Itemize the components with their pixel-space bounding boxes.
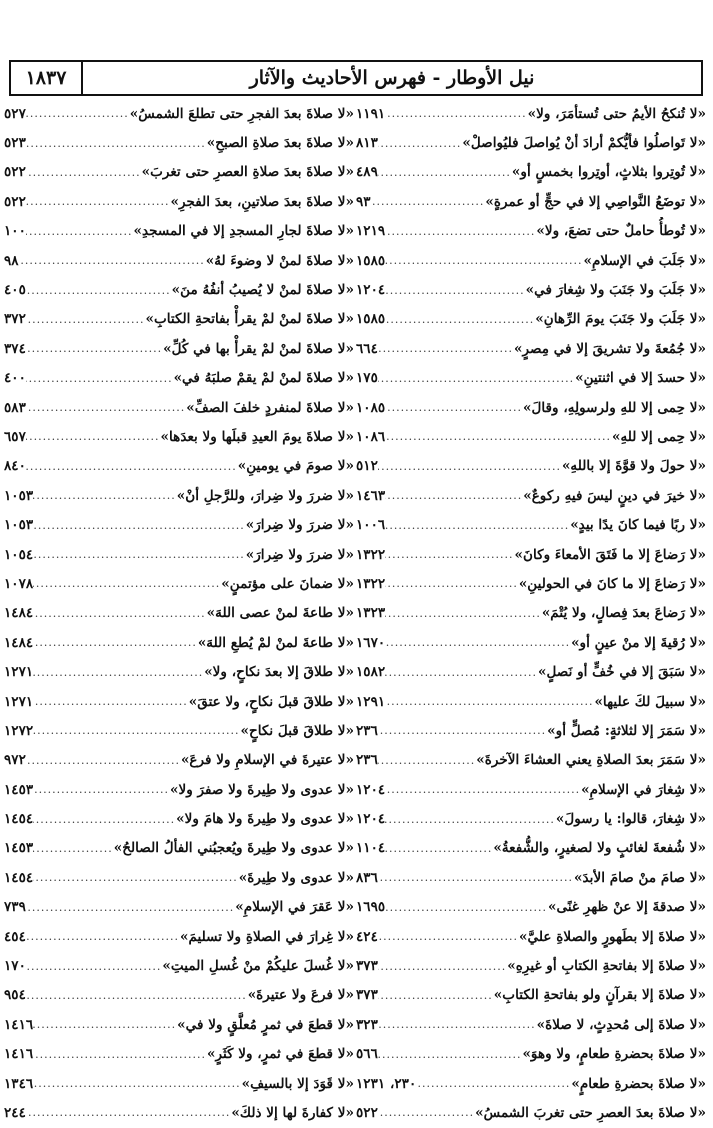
page-reference: ٥٢٢ bbox=[356, 1104, 378, 1121]
hadith-text: «لا ربًا فيما كانَ يدًا بيدٍ» bbox=[570, 517, 706, 534]
hadith-text: «لا صامَ منْ صامَ الأبدَ» bbox=[574, 869, 706, 886]
hadith-text: «لا شُفعةَ لغائبٍ ولا لصغيرٍ، والشُّفعةُ» bbox=[493, 840, 706, 857]
leader-dots bbox=[385, 666, 538, 679]
page-reference: ٤٠٠ bbox=[4, 370, 26, 387]
page-reference: ١٣٢٢ bbox=[356, 546, 386, 563]
leader-dots bbox=[385, 607, 542, 620]
leader-dots bbox=[378, 930, 519, 943]
leader-dots bbox=[33, 489, 177, 502]
hadith-text: «لا صلاةَ إلا بفاتحةِ الكتابِ أو غيرِهِ» bbox=[507, 958, 706, 975]
leader-dots bbox=[416, 1077, 571, 1090]
page-reference: ١٢٧١ bbox=[4, 664, 34, 681]
index-entry bbox=[356, 217, 706, 246]
page-reference: ٦٦٤ bbox=[356, 340, 378, 357]
hadith-text: «لا صلاةَ بعدَ صلاةِ الصبحِ» bbox=[206, 135, 354, 152]
leader-dots bbox=[385, 783, 581, 796]
leader-dots bbox=[26, 460, 238, 473]
hadith-text: «لا رَضاعَ إلا ما كانَ في الحولينِ» bbox=[518, 575, 706, 592]
index-entry bbox=[4, 628, 354, 657]
page-reference: ٥٢٢ bbox=[4, 164, 26, 181]
page-reference: ٤٢٤ bbox=[356, 928, 378, 945]
hadith-text: «لا ضررَ ولا ضِرارَ» bbox=[245, 517, 354, 534]
index-entry bbox=[4, 834, 354, 863]
index-column-right bbox=[356, 99, 706, 1128]
index-entry bbox=[356, 422, 706, 451]
hadith-text: «لا صلاةَ لمنْ لمْ يقرأْ بفاتحةِ الكتابِ» bbox=[145, 311, 354, 328]
page-reference: ١٠٥٣ bbox=[4, 517, 34, 534]
index-entry bbox=[4, 863, 354, 892]
index-entry bbox=[4, 158, 354, 187]
index-entry bbox=[356, 1098, 706, 1127]
index-entry bbox=[4, 981, 354, 1010]
index-entry bbox=[356, 863, 706, 892]
index-entry bbox=[4, 217, 354, 246]
index-entry bbox=[4, 305, 354, 334]
leader-dots bbox=[33, 519, 246, 532]
page-reference: ١٢٩١ bbox=[356, 693, 386, 710]
index-entry bbox=[356, 628, 706, 657]
hadith-text: «لا تُوطأُ حاملٌ حتى تضعَ، ولا» bbox=[536, 223, 706, 240]
leader-dots bbox=[33, 842, 114, 855]
index-entry bbox=[356, 246, 706, 275]
leader-dots bbox=[33, 783, 170, 796]
index-entry bbox=[356, 893, 706, 922]
page-reference: ١٠٨٦ bbox=[356, 428, 386, 445]
index-entry bbox=[356, 187, 706, 216]
index-entry bbox=[4, 128, 354, 157]
leader-dots bbox=[33, 607, 206, 620]
page-reference: ١٠٧٨ bbox=[4, 575, 34, 592]
index-entry bbox=[4, 716, 354, 745]
leader-dots bbox=[378, 960, 507, 973]
index-entry bbox=[4, 364, 354, 393]
index-entry bbox=[4, 599, 354, 628]
leader-dots bbox=[33, 1018, 177, 1031]
index-entry bbox=[4, 1069, 354, 1098]
leader-dots bbox=[385, 430, 612, 443]
leader-dots bbox=[26, 754, 181, 767]
hadith-text: «لا عدوى ولا طِيرةَ ويُعجبُني الفألُ الصالحُ» bbox=[113, 840, 354, 857]
page-reference: ١٧٥ bbox=[356, 370, 378, 387]
page-reference: ١٧٠ bbox=[4, 958, 26, 975]
leader-dots bbox=[26, 166, 142, 179]
hadith-text: «لا حولَ ولا قوَّةَ إلا باللهِ» bbox=[561, 458, 706, 475]
index-entry bbox=[356, 510, 706, 539]
leader-dots bbox=[26, 284, 172, 297]
page-reference: ٢٣٦ bbox=[356, 722, 378, 739]
page-reference: ١٤٨٤ bbox=[4, 634, 34, 651]
hadith-text: «لا صومَ في يومينِ» bbox=[237, 458, 354, 475]
page-reference: ١٠٠ bbox=[4, 223, 26, 240]
page-reference: ١٤٦٣ bbox=[356, 487, 386, 504]
hadith-text: «لا شِغارَ في الإسلامِ» bbox=[581, 781, 706, 798]
leader-dots bbox=[26, 225, 134, 238]
leader-dots bbox=[33, 1077, 241, 1090]
index-entry bbox=[4, 510, 354, 539]
leader-dots bbox=[26, 989, 248, 1002]
index-entry bbox=[356, 687, 706, 716]
leader-dots bbox=[33, 695, 189, 708]
hadith-text: «لا شِغارَ، قالوا: يا رسولَ» bbox=[555, 811, 706, 828]
index-entry bbox=[356, 99, 706, 128]
page-reference: ١٠٠٦ bbox=[356, 517, 386, 534]
page-number: ١٨٣٧ bbox=[11, 62, 83, 94]
page-reference: ١٥٨٥ bbox=[356, 252, 386, 269]
leader-dots bbox=[385, 284, 525, 297]
index-column-left bbox=[4, 99, 354, 1128]
leader-dots bbox=[26, 901, 235, 914]
leader-dots bbox=[385, 695, 594, 708]
page-reference: ٥١٢ bbox=[356, 458, 378, 475]
index-entry bbox=[4, 246, 354, 275]
index-entry bbox=[356, 657, 706, 686]
page-reference: ١٢٠٤ bbox=[356, 781, 386, 798]
page-reference: ٩٨ bbox=[4, 252, 19, 269]
hadith-text: «لا طلاقَ إلا بعدَ نكاحٍ، ولا» bbox=[204, 664, 354, 681]
page-reference: ٦٥٧ bbox=[4, 428, 26, 445]
hadith-text: «لا جَلَبَ ولا جَنَبَ ولا شِغارَ في» bbox=[525, 282, 706, 299]
page-reference: ٢٣٠، ١٢٣١ bbox=[356, 1075, 417, 1092]
page-reference: ١٤٥٣ bbox=[4, 781, 34, 798]
page-reference: ٨٤٠ bbox=[4, 458, 26, 475]
leader-dots bbox=[385, 577, 519, 590]
hadith-text: «لا قطعَ في ثمرٍ مُعلَّقٍ ولا في» bbox=[177, 1016, 354, 1033]
index-entry bbox=[356, 951, 706, 980]
page-reference: ١٤٥٣ bbox=[4, 840, 34, 857]
index-entry bbox=[356, 393, 706, 422]
page-reference: ١٤٥٤ bbox=[4, 869, 34, 886]
page-reference: ٩٧٢ bbox=[4, 752, 26, 769]
page-reference: ١٠٥٣ bbox=[4, 487, 34, 504]
page-reference: ٩٥٤ bbox=[4, 987, 26, 1004]
page-reference: ٩٣ bbox=[356, 193, 371, 210]
page-reference: ١٠٨٥ bbox=[356, 399, 386, 416]
leader-dots bbox=[26, 430, 161, 443]
hadith-text: «لا غِرارَ في الصلاةِ ولا تسليمَ» bbox=[179, 928, 354, 945]
hadith-text: «لا رَضاعَ إلا ما فَتَقَ الأمعاءَ وكانَ» bbox=[514, 546, 706, 563]
leader-dots bbox=[385, 901, 548, 914]
hadith-text: «لا صلاةَ لمنفردٍ خلفَ الصفِّ» bbox=[186, 399, 354, 416]
page-reference: ١٤٥٤ bbox=[4, 811, 34, 828]
index-entry bbox=[356, 481, 706, 510]
leader-dots bbox=[26, 195, 171, 208]
leader-dots bbox=[26, 1106, 232, 1119]
page-reference: ٤٨٩ bbox=[356, 164, 378, 181]
index-entry bbox=[356, 128, 706, 157]
index-entry bbox=[4, 569, 354, 598]
index-entry bbox=[4, 452, 354, 481]
hadith-text: «لا عَقرَ في الإسلامِ» bbox=[235, 899, 354, 916]
index-entry bbox=[356, 158, 706, 187]
leader-dots bbox=[385, 636, 571, 649]
hadith-text: «لا طاعةَ لمنْ لمْ يُطعِ اللهَ» bbox=[197, 634, 354, 651]
hadith-text: «لا رُقيةَ إلا منْ عينٍ أو» bbox=[571, 634, 706, 651]
hadith-text: «لا عدوى ولا طِيرةَ ولا صفرَ ولا» bbox=[169, 781, 354, 798]
page-reference: ٣٧٤ bbox=[4, 340, 26, 357]
leader-dots bbox=[378, 137, 462, 150]
hadith-text: «لا فرعَ ولا عتيرةَ» bbox=[247, 987, 354, 1004]
page-reference: ١٣٢٣ bbox=[356, 605, 386, 622]
page-reference: ١٣٤٦ bbox=[4, 1075, 34, 1092]
leader-dots bbox=[378, 989, 494, 1002]
index-entry bbox=[356, 746, 706, 775]
hadith-text: «لا عدوى ولا طِيرةَ ولا هامَ ولا» bbox=[176, 811, 354, 828]
index-entry bbox=[356, 1069, 706, 1098]
page-reference: ٢٤٤ bbox=[4, 1104, 26, 1121]
leader-dots bbox=[385, 401, 523, 414]
index-entry bbox=[4, 275, 354, 304]
hadith-text: «لا خيرَ في دينٍ ليسَ فيهِ ركوعٌ» bbox=[523, 487, 706, 504]
page-reference: ١٤١٦ bbox=[4, 1016, 34, 1033]
leader-dots bbox=[378, 1106, 475, 1119]
leader-dots bbox=[378, 754, 476, 767]
index-entry bbox=[4, 99, 354, 128]
hadith-text: «لا عدوى ولا طِيرةَ» bbox=[238, 869, 354, 886]
page-reference: ٧٣٩ bbox=[4, 899, 26, 916]
leader-dots bbox=[26, 930, 180, 943]
leader-dots bbox=[378, 460, 562, 473]
hadith-text: «لا حسدَ إلا في اثنتينِ» bbox=[575, 370, 706, 387]
hadith-text: «لا طاعةَ لمنْ عصى اللهَ» bbox=[206, 605, 354, 622]
leader-dots bbox=[33, 636, 198, 649]
page-reference: ١٠٥٤ bbox=[4, 546, 34, 563]
leader-dots bbox=[26, 372, 174, 385]
page-reference: ٣٧٣ bbox=[356, 958, 378, 975]
index-entry bbox=[4, 775, 354, 804]
page-reference: ٣٢٣ bbox=[356, 1016, 378, 1033]
leader-dots bbox=[378, 372, 575, 385]
hadith-text: «لا قطعَ في ثمرٍ، ولا كَثَرٍ» bbox=[206, 1046, 354, 1063]
page-reference: ١٦٧٠ bbox=[356, 634, 386, 651]
hadith-text: «لا طلاقَ قبلَ نكاحٍ» bbox=[240, 722, 354, 739]
hadith-text: «لا كفارةَ لها إلا ذلكَ» bbox=[231, 1104, 354, 1121]
leader-dots bbox=[385, 107, 527, 120]
page-reference: ١٥٨٥ bbox=[356, 311, 386, 328]
index-entry bbox=[4, 687, 354, 716]
index-entry bbox=[4, 422, 354, 451]
hadith-text: «لا صلاةَ بعدَ صلاةِ العصرِ حتى تغربَ» bbox=[141, 164, 354, 181]
hadith-text: «لا صلاةَ لمنْ لمْ يقرأْ بها في كُلِّ» bbox=[163, 340, 354, 357]
index-entry bbox=[356, 775, 706, 804]
leader-dots bbox=[378, 871, 574, 884]
leader-dots bbox=[385, 313, 535, 326]
index-entry bbox=[4, 1040, 354, 1069]
index-entry bbox=[356, 540, 706, 569]
hadith-text: «لا قَوَدَ إلا بالسيفِ» bbox=[241, 1075, 354, 1092]
index-entry bbox=[4, 334, 354, 363]
page-reference: ٥٦٦ bbox=[356, 1046, 378, 1063]
leader-dots bbox=[378, 166, 512, 179]
leader-dots bbox=[33, 548, 246, 561]
hadith-text: «لا توضَعُ النَّواصِي إلا في حجٍّ أو عمرةٍ» bbox=[485, 193, 706, 210]
page-reference: ٤٠٥ bbox=[4, 282, 26, 299]
leader-dots bbox=[385, 548, 514, 561]
hadith-text: «لا جُمُعةَ ولا تشريقَ إلا في مِصرٍ» bbox=[513, 340, 706, 357]
page-reference: ٥٢٧ bbox=[4, 105, 26, 122]
leader-dots bbox=[26, 313, 146, 326]
leader-dots bbox=[26, 107, 130, 120]
leader-dots bbox=[26, 137, 207, 150]
index-entry bbox=[4, 393, 354, 422]
leader-dots bbox=[378, 1048, 523, 1061]
index-entry bbox=[4, 187, 354, 216]
page-reference: ٣٧٢ bbox=[4, 311, 26, 328]
index-entry bbox=[356, 275, 706, 304]
index-entry bbox=[4, 951, 354, 980]
page-reference: ٨٣٦ bbox=[356, 869, 378, 886]
index-entry bbox=[356, 452, 706, 481]
hadith-text: «لا سبيلَ لكَ عليها» bbox=[594, 693, 706, 710]
hadith-text: «لا صلاةَ إلى مُحدِثٍ، لا صلاةَ» bbox=[536, 1016, 706, 1033]
page-reference: ١٥٨٢ bbox=[356, 664, 386, 681]
leader-dots bbox=[385, 225, 536, 238]
index-entry bbox=[4, 746, 354, 775]
leader-dots bbox=[33, 871, 239, 884]
leader-dots bbox=[19, 254, 206, 267]
index-entry bbox=[4, 540, 354, 569]
hadith-text: «لا حِمى إلا للهِ» bbox=[612, 428, 706, 445]
hadith-text: «لا صلاةَ لمنْ لمْ يقمْ صلبَهُ في» bbox=[173, 370, 354, 387]
index-entry bbox=[4, 893, 354, 922]
leader-dots bbox=[33, 577, 221, 590]
leader-dots bbox=[385, 842, 493, 855]
leader-dots bbox=[26, 960, 163, 973]
hadith-text: «لا طلاقَ قبلَ نكاحٍ، ولا عتقَ» bbox=[188, 693, 354, 710]
page-reference: ١٤١٦ bbox=[4, 1046, 34, 1063]
page-reference: ٣٧٣ bbox=[356, 987, 378, 1004]
page-reference: ١٣٢٢ bbox=[356, 575, 386, 592]
hadith-text: «لا صلاةَ لجارِ المسجدِ إلا في المسجدِ» bbox=[133, 223, 354, 240]
index-entry bbox=[4, 481, 354, 510]
index-entry bbox=[356, 305, 706, 334]
page-reference: ١٢٧٢ bbox=[4, 722, 34, 739]
hadith-text: «لا صلاةَ بعدَ الفجرِ حتى تطلعَ الشمسُ» bbox=[129, 105, 354, 122]
hadith-text: «لا تَواصلُوا فأيُّكمْ أرادَ أنْ يُواصلَ فليُواصلْ» bbox=[462, 135, 706, 152]
leader-dots bbox=[33, 813, 176, 826]
page-reference: ٥٢٢ bbox=[4, 193, 26, 210]
hadith-text: «لا صلاةَ إلا بطَهورٍ والصلاةِ عليَّ» bbox=[519, 928, 706, 945]
hadith-text: «لا سَمَرَ بعدَ الصلاةِ يعني العشاءَ الآخرةَ» bbox=[476, 752, 706, 769]
hadith-text: «لا رَضاعَ بعدَ فِصالٍ، ولا يُتْمَ» bbox=[541, 605, 706, 622]
hadith-text: «لا جَلَبَ في الإسلامِ» bbox=[583, 252, 706, 269]
page-reference: ٨١٣ bbox=[356, 135, 378, 152]
leader-dots bbox=[33, 1048, 207, 1061]
hadith-text: «لا صلاةَ بحضرةِ طعامٍ، ولا وهوَ» bbox=[522, 1046, 706, 1063]
hadith-text: «لا ضررَ ولا ضِرارَ» bbox=[245, 546, 354, 563]
index-entry bbox=[356, 1010, 706, 1039]
index-entry bbox=[4, 1098, 354, 1127]
hadith-text: «لا صلاةَ لمنْ لا وضوءَ لهُ» bbox=[205, 252, 354, 269]
hadith-text: «لا حِمى إلا للهِ ولرسولِهِ، وقالَ» bbox=[523, 399, 706, 416]
page-reference: ١٢٧١ bbox=[4, 693, 34, 710]
leader-dots bbox=[385, 813, 556, 826]
index-entry bbox=[356, 1040, 706, 1069]
page-reference: ١١٠٤ bbox=[356, 840, 386, 857]
hadith-text: «لا تُوتِروا بثلاثٍ، أوتِروا بخمسٍ أو» bbox=[511, 164, 706, 181]
page-reference: ٥٢٣ bbox=[4, 135, 26, 152]
hadith-text: «لا ضررَ ولا ضِرارَ، وللرَّجلِ أنْ» bbox=[176, 487, 354, 504]
leader-dots bbox=[378, 342, 514, 355]
page-reference: ١٤٨٤ bbox=[4, 605, 34, 622]
index-entry bbox=[356, 569, 706, 598]
page-reference: ١٢٠٤ bbox=[356, 282, 386, 299]
index-entry bbox=[356, 922, 706, 951]
hadith-text: «لا صلاةَ بعدَ صلاتينِ، بعدَ الفجرِ» bbox=[170, 193, 354, 210]
leader-dots bbox=[385, 519, 570, 532]
hadith-text: «لا سَمَرَ إلا لثلاثةٍ: مُصلٍّ أو» bbox=[547, 722, 706, 739]
index-entry bbox=[4, 804, 354, 833]
hadith-text: «لا صلاةَ يومَ العيدِ قبلَها ولا بعدَها» bbox=[160, 428, 354, 445]
index-entry bbox=[356, 716, 706, 745]
hadith-text: «لا صدقةَ إلا عنْ ظهرِ غنًى» bbox=[548, 899, 706, 916]
leader-dots bbox=[385, 489, 523, 502]
hadith-text: «لا تُنكحُ الأيمُ حتى تُستأمَرَ، ولا» bbox=[527, 105, 706, 122]
leader-dots bbox=[385, 254, 583, 267]
leader-dots bbox=[371, 195, 486, 208]
page-header bbox=[9, 60, 703, 96]
index-entry bbox=[356, 834, 706, 863]
hadith-text: «لا صلاةَ إلا بقرآنٍ ولو بفاتحةِ الكتابِ» bbox=[493, 987, 706, 1004]
index-entry bbox=[356, 804, 706, 833]
leader-dots bbox=[378, 724, 547, 737]
page-reference: ١٦٩٥ bbox=[356, 899, 386, 916]
hadith-text: «لا صلاةَ لمنْ لا يُصيبُ أنفُهُ منَ» bbox=[171, 282, 354, 299]
page-reference: ٥٨٣ bbox=[4, 399, 26, 416]
hadith-text: «لا صلاةَ بعدَ العصرِ حتى تغربَ الشمسُ» bbox=[475, 1104, 706, 1121]
hadith-text: «لا سَبَقَ إلا في خُفٍّ أو نَصلٍ» bbox=[537, 664, 706, 681]
page-reference: ١١٩١ bbox=[356, 105, 386, 122]
hadith-text: «لا جَلَبَ ولا جَنَبَ يومَ الرِّهانِ» bbox=[535, 311, 706, 328]
leader-dots bbox=[26, 342, 163, 355]
index-entry bbox=[356, 364, 706, 393]
hadith-text: «لا غُسلَ عليكُمْ منْ غُسلِ الميتِ» bbox=[162, 958, 354, 975]
page-reference: ١٢٠٤ bbox=[356, 811, 386, 828]
index-entry bbox=[4, 657, 354, 686]
hadith-text: «لا صلاةَ بحضرةِ طعامٍ» bbox=[571, 1075, 706, 1092]
page-reference: ١٢١٩ bbox=[356, 223, 386, 240]
index-entry bbox=[4, 1010, 354, 1039]
leader-dots bbox=[33, 666, 204, 679]
leader-dots bbox=[378, 1018, 537, 1031]
page-title: نيل الأوطار - فهرس الأحاديث والآثار bbox=[249, 67, 535, 89]
index-entry bbox=[356, 334, 706, 363]
leader-dots bbox=[33, 724, 240, 737]
leader-dots bbox=[26, 401, 186, 414]
page-reference: ٤٥٤ bbox=[4, 928, 26, 945]
index-entry bbox=[4, 922, 354, 951]
page-reference: ٢٣٦ bbox=[356, 752, 378, 769]
index-entry bbox=[356, 599, 706, 628]
index-entry bbox=[356, 981, 706, 1010]
hadith-text: «لا ضمانَ على مؤتمنٍ» bbox=[221, 575, 354, 592]
hadith-text: «لا عتيرةَ في الإسلامِ ولا فرعَ» bbox=[180, 752, 354, 769]
